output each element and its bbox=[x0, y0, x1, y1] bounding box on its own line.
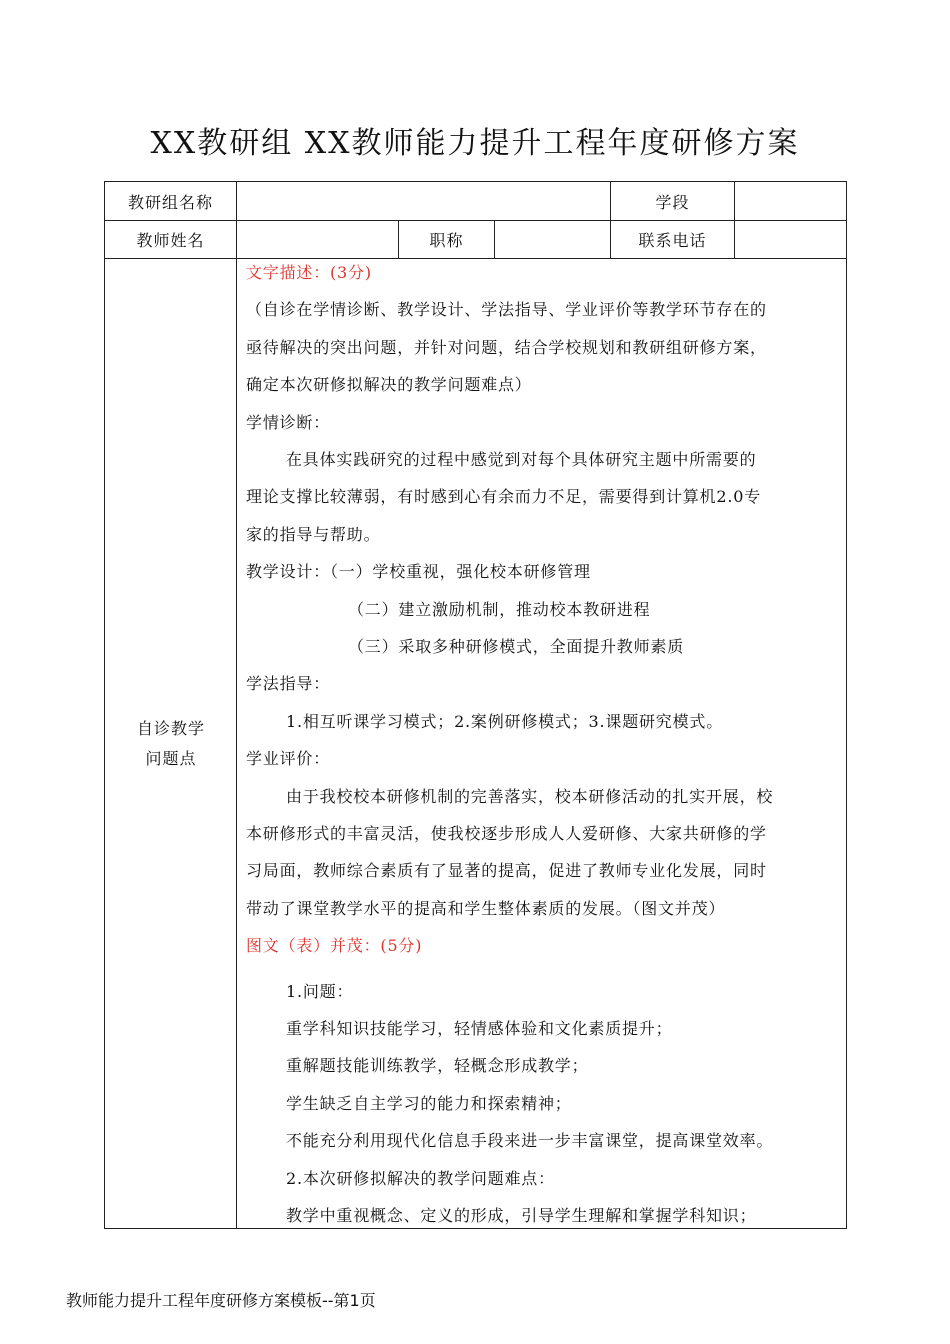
content-line: 教学设计：（一）学校重视，强化校本研修管理 bbox=[246, 562, 591, 582]
section-label-line2: 问题点 bbox=[145, 749, 197, 768]
content-line: 教学中重视概念、定义的形成，引导学生理解和掌握学科知识； bbox=[286, 1206, 757, 1225]
content-line: 文字描述：(3分) bbox=[246, 263, 372, 282]
content-line: （自诊在学情诊断、教学设计、学法指导、学业评价等教学环节存在的 bbox=[246, 300, 767, 320]
content-line: 在具体实践研究的过程中感觉到对每个具体研究主题中所需要的 bbox=[286, 450, 757, 469]
group-name-field[interactable] bbox=[237, 182, 610, 220]
content-line: 由于我校校本研修机制的完善落实，校本研修活动的扎实开展，校 bbox=[286, 786, 774, 806]
title-label: 职称 bbox=[429, 231, 464, 250]
teacher-name-label: 教师姓名 bbox=[136, 231, 205, 250]
section-label-line1: 自诊教学 bbox=[136, 719, 205, 738]
content-line: 学业评价： bbox=[246, 749, 331, 769]
content-line: 1.问题： bbox=[286, 981, 354, 1001]
content-line: 理论支撑比较薄弱，有时感到心有余而力不足，需要得到计算机2.0专 bbox=[246, 487, 762, 507]
content-line: 学情诊断： bbox=[246, 412, 331, 432]
content-line: 学生缺乏自主学习的能力和探索精神； bbox=[286, 1093, 572, 1113]
teacher-name-field[interactable] bbox=[237, 221, 398, 258]
content-line: 本研修形式的丰富灵活，使我校逐步形成人人爱研修、大家共研修的学 bbox=[246, 824, 767, 843]
content-line: 确定本次研修拟解决的教学问题难点） bbox=[246, 375, 532, 395]
content-line: 重解题技能训练教学，轻概念形成教学； bbox=[286, 1056, 589, 1076]
content-line: 不能充分利用现代化信息手段来进一步丰富课堂，提高课堂效率。 bbox=[286, 1131, 774, 1151]
content-line: 学法指导： bbox=[246, 674, 331, 694]
phone-field[interactable] bbox=[735, 221, 846, 258]
group-name-label: 教研组名称 bbox=[127, 192, 213, 212]
content-line: 习局面，教师综合素质有了显著的提高，促进了教师专业化发展，同时 bbox=[246, 861, 767, 881]
title-field[interactable] bbox=[495, 221, 610, 258]
content-line: 带动了课堂教学水平的提高和学生整体素质的发展。（图文并茂） bbox=[246, 898, 726, 918]
stage-field[interactable] bbox=[735, 182, 846, 220]
section-label bbox=[105, 259, 237, 1229]
content-line: （二）建立激励机制，推动校本教研进程 bbox=[348, 599, 651, 619]
content-line: 重学科知识技能学习，轻情感体验和文化素质提升； bbox=[286, 1019, 673, 1038]
plan-table bbox=[104, 181, 847, 1229]
phone-label: 联系电话 bbox=[638, 231, 707, 250]
content-line: 家的指导与帮助。 bbox=[246, 524, 381, 544]
stage-label: 学段 bbox=[655, 192, 690, 212]
page-footer: 教师能力提升工程年度研修方案模板--第1页 bbox=[66, 1291, 376, 1310]
content-line: 1.相互听课学习模式；2.案例研修模式；3.课题研究模式。 bbox=[286, 711, 723, 731]
content-line: 2.本次研修拟解决的教学问题难点： bbox=[286, 1168, 555, 1188]
content-line: 图文（表）并茂：(5分) bbox=[246, 936, 423, 956]
content-line: 亟待解决的突出问题，并针对问题，结合学校规划和教研组研修方案， bbox=[246, 337, 767, 357]
content-line: （三）采取多种研修模式，全面提升教师素质 bbox=[348, 637, 685, 656]
document-title: XX教研组 XX教师能力提升工程年度研修方案 bbox=[150, 126, 800, 161]
